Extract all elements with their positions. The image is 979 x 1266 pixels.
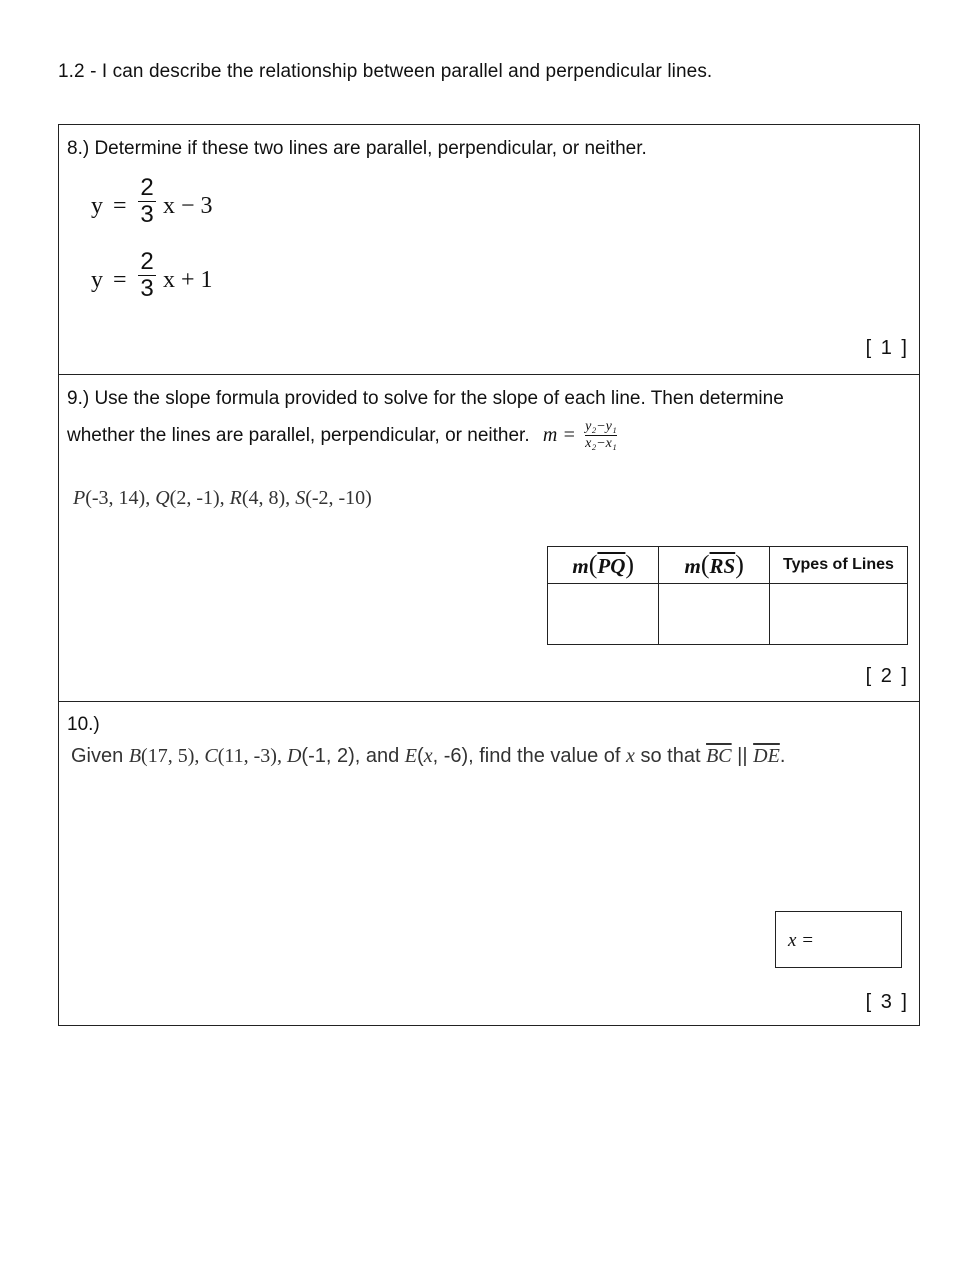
answer-x-label: x =	[788, 930, 815, 951]
eq2-denominator: 3	[140, 275, 154, 302]
point-coords: (2, -1),	[169, 487, 225, 509]
slope-formula-denominator: x₂−x₁	[585, 436, 617, 452]
point-label: P	[73, 487, 86, 509]
m-label: m	[684, 554, 701, 578]
divider-q9-q10	[59, 701, 919, 702]
q9-points	[73, 487, 372, 510]
col-header-types: Types of Lines	[769, 547, 907, 584]
question-box	[58, 124, 920, 1026]
m-label: m	[572, 554, 589, 578]
col-header-slope-rs: $m(\overline{RS})$	[659, 547, 769, 584]
segment-pq: $\overline{PQ}$	[597, 554, 626, 578]
eq1-denominator: 3	[140, 201, 154, 228]
point-label: Q	[155, 487, 170, 509]
point-coords: (-3, 14),	[85, 487, 151, 509]
point-d: D	[286, 745, 302, 767]
point-c: C	[204, 745, 218, 767]
point-label: R	[229, 487, 242, 509]
eq1-lhs: y	[91, 193, 103, 219]
point-label: S	[295, 487, 306, 509]
eq2-equals: =	[113, 267, 127, 293]
answer-cell-slope-pq[interactable]	[548, 584, 659, 645]
q8-marks: [ 1 ]	[865, 337, 909, 359]
q9-prompt-line2: whether the lines are parallel, perpendicular, or neither.	[67, 425, 530, 446]
q10-marks: [ 3 ]	[865, 991, 909, 1013]
q8-prompt: 8.) Determine if these two lines are parallel, perpendicular, or neither.	[67, 138, 647, 159]
eq1-rest: − 3	[181, 193, 213, 219]
q9-answer-table	[547, 546, 908, 645]
eq2-numerator: 2	[140, 248, 154, 275]
eq2-var: x	[163, 267, 175, 293]
q9-marks: [ 2 ]	[865, 665, 909, 687]
slope-formula-fraction	[585, 419, 617, 452]
q9-prompt-line2-wrap	[67, 417, 617, 454]
point-e: E	[404, 745, 418, 767]
q10-answer-box[interactable]	[775, 911, 902, 968]
variable-x: x	[626, 745, 635, 767]
q10-number: 10.)	[67, 714, 100, 735]
eq1-numerator: 2	[140, 174, 154, 201]
eq1-fraction	[137, 175, 157, 228]
slope-formula-numerator: y₂−y₁	[585, 419, 617, 435]
eq1-var: x	[163, 193, 175, 219]
eq1-equals: =	[113, 193, 127, 219]
eq2-lhs: y	[91, 267, 103, 293]
parallel-symbol: ||	[731, 745, 754, 767]
point-b: B	[128, 745, 142, 767]
eq2-rest: + 1	[181, 267, 213, 293]
q10-given: Given B(17, 5), C(11, -3), D(-1, 2), and E(x, -6), find the value of x so that $\overline{BC}$ || $\overline{DE}$.	[71, 745, 786, 767]
q9-prompt-line1: 9.) Use the slope formula provided to solve for the slope of each line. Then determine	[67, 388, 784, 409]
eq2-fraction	[137, 249, 157, 302]
point-coords: (4, 8),	[241, 487, 291, 509]
segment-de: $\overline{DE}$	[753, 745, 780, 767]
answer-cell-slope-rs[interactable]	[659, 584, 769, 645]
point-coords: (-2, -10)	[305, 487, 372, 509]
col-header-slope-pq: $m(\overline{PQ})$	[548, 547, 659, 584]
segment-bc: $\overline{BC}$	[706, 745, 732, 767]
segment-rs: $\overline{RS}$	[709, 554, 736, 578]
divider-q8-q9	[59, 374, 919, 375]
answer-cell-types[interactable]	[769, 584, 907, 645]
slope-formula-lhs: m =	[542, 424, 576, 446]
learning-objective: 1.2 - I can describe the relationship between parallel and perpendicular lines.	[58, 61, 713, 82]
